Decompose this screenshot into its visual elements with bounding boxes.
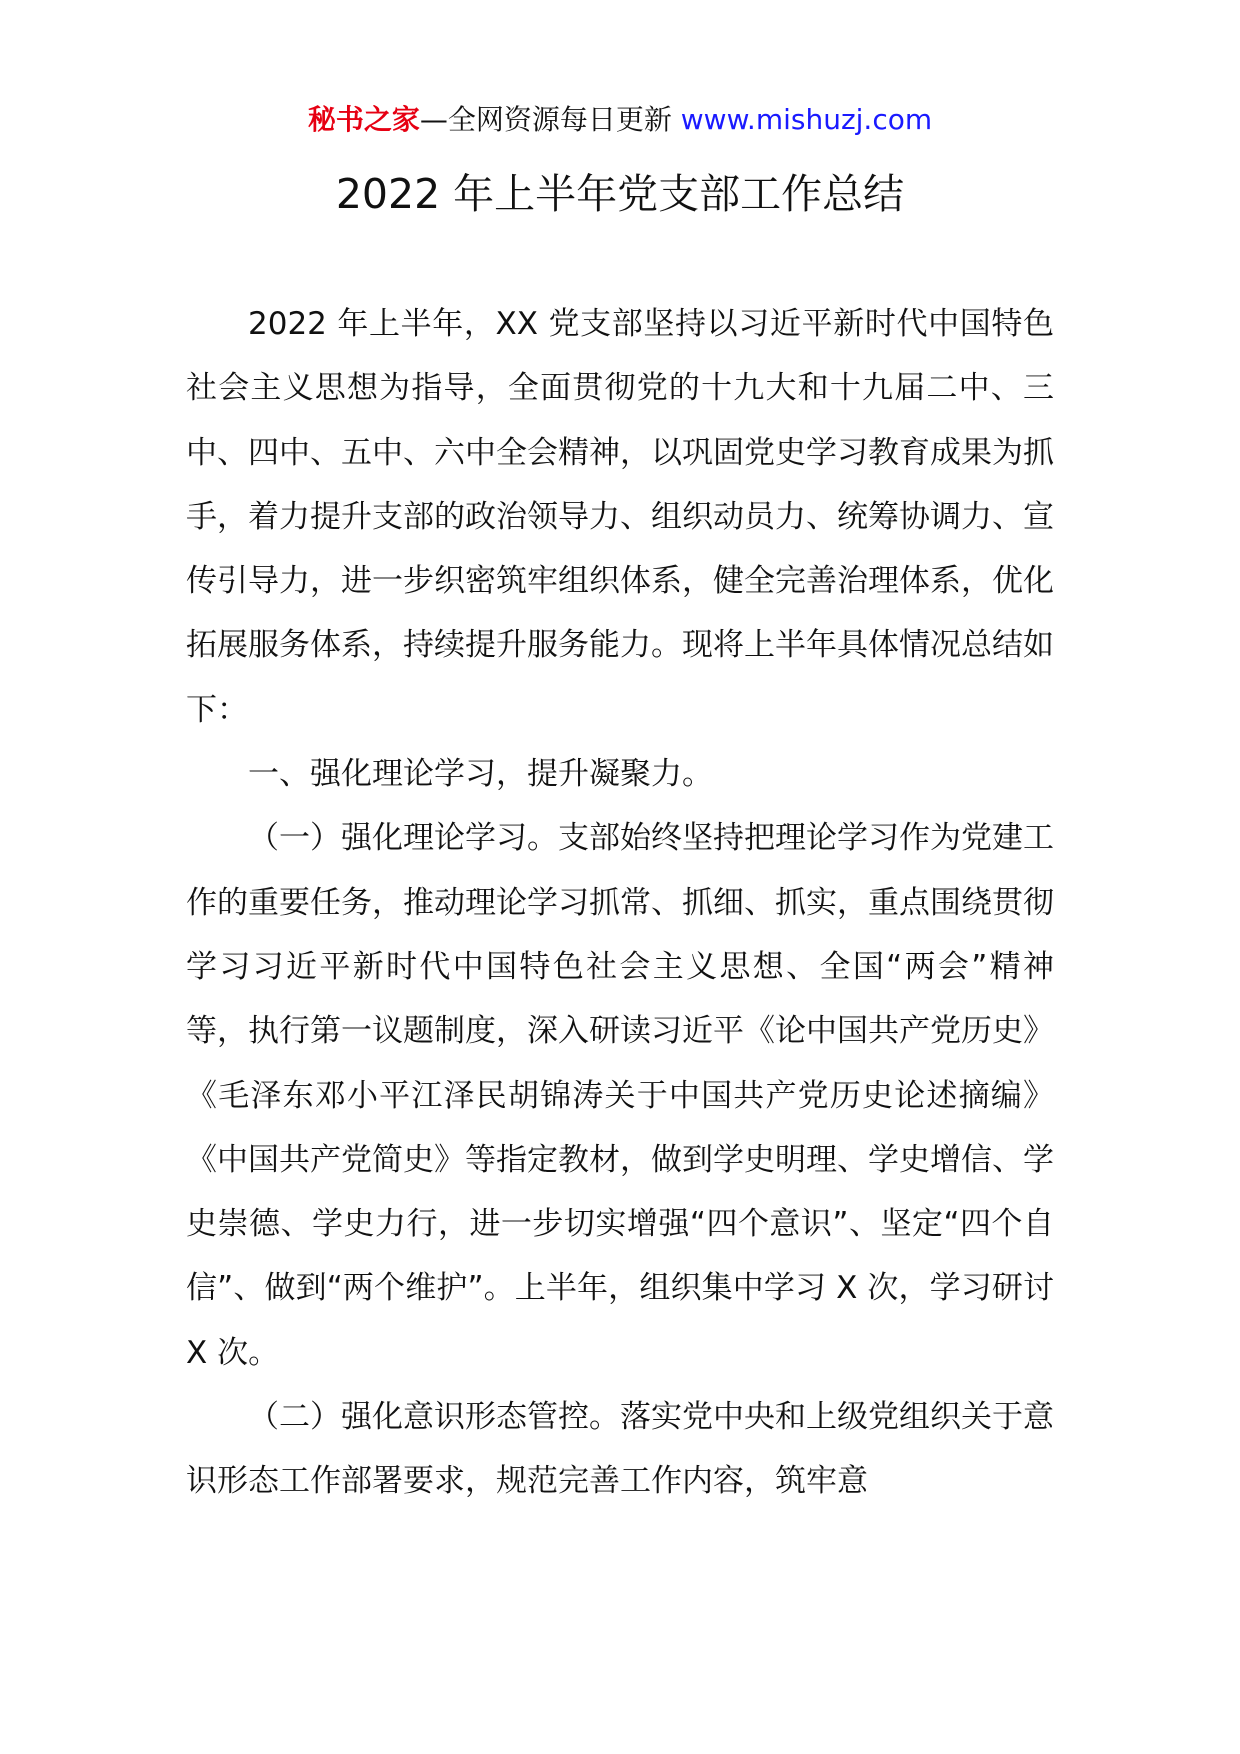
header-tagline: —全网资源每日更新 (419, 103, 681, 136)
document-title: 2022 年上半年党支部工作总结 (335, 170, 905, 218)
body-paragraph: （二）强化意识形态管控。落实党中央和上级党组织关于意识形态工作部署要求，规范完善工作内容，筑牢意 (186, 1399, 1054, 1500)
site-header (0, 100, 1240, 140)
website-link[interactable]: www.mishuzj.com (680, 103, 933, 136)
document-body (186, 292, 1054, 1514)
intro-paragraph: 2022 年上半年，XX 党支部坚持以习近平新时代中国特色社会主义思想为指导，全面贯彻党的十九大和十九届二中、三中、四中、五中、六中全会精神，以巩固党史学习教育成果为抓手，着力提升支部的政治领导力、组织动员力、统筹协调力、宣传引导力，进一步织密筑牢组织体系，健全完善治理体系，优化拓展服务体系，持续提升服务能力。现将上半年具体情况总结如下： (186, 306, 1054, 728)
section-heading: 一、强化理论学习，提升凝聚力。 (248, 756, 713, 793)
brand-name: 秘书之家 (307, 103, 420, 136)
body-paragraph: （一）强化理论学习。支部始终坚持把理论学习作为党建工作的重要任务，推动理论学习抓常、抓细、抓实，重点围绕贯彻学习习近平新时代中国特色社会主义思想、全国“两会”精神等，执行第一议题制度，深入研读习近平《论中国共产党历史》《毛泽东邓小平江泽民胡锦涛关于中国共产党历史论述摘编》《中国共产党简史》等指定教材，做到学史明理、学史增信、学史崇德、学史力行，进一步切实增强“四个意识”、坚定“四个自信”、做到“两个维护”。上半年，组织集中学习 X 次，学习研讨 X 次。 (186, 820, 1054, 1371)
